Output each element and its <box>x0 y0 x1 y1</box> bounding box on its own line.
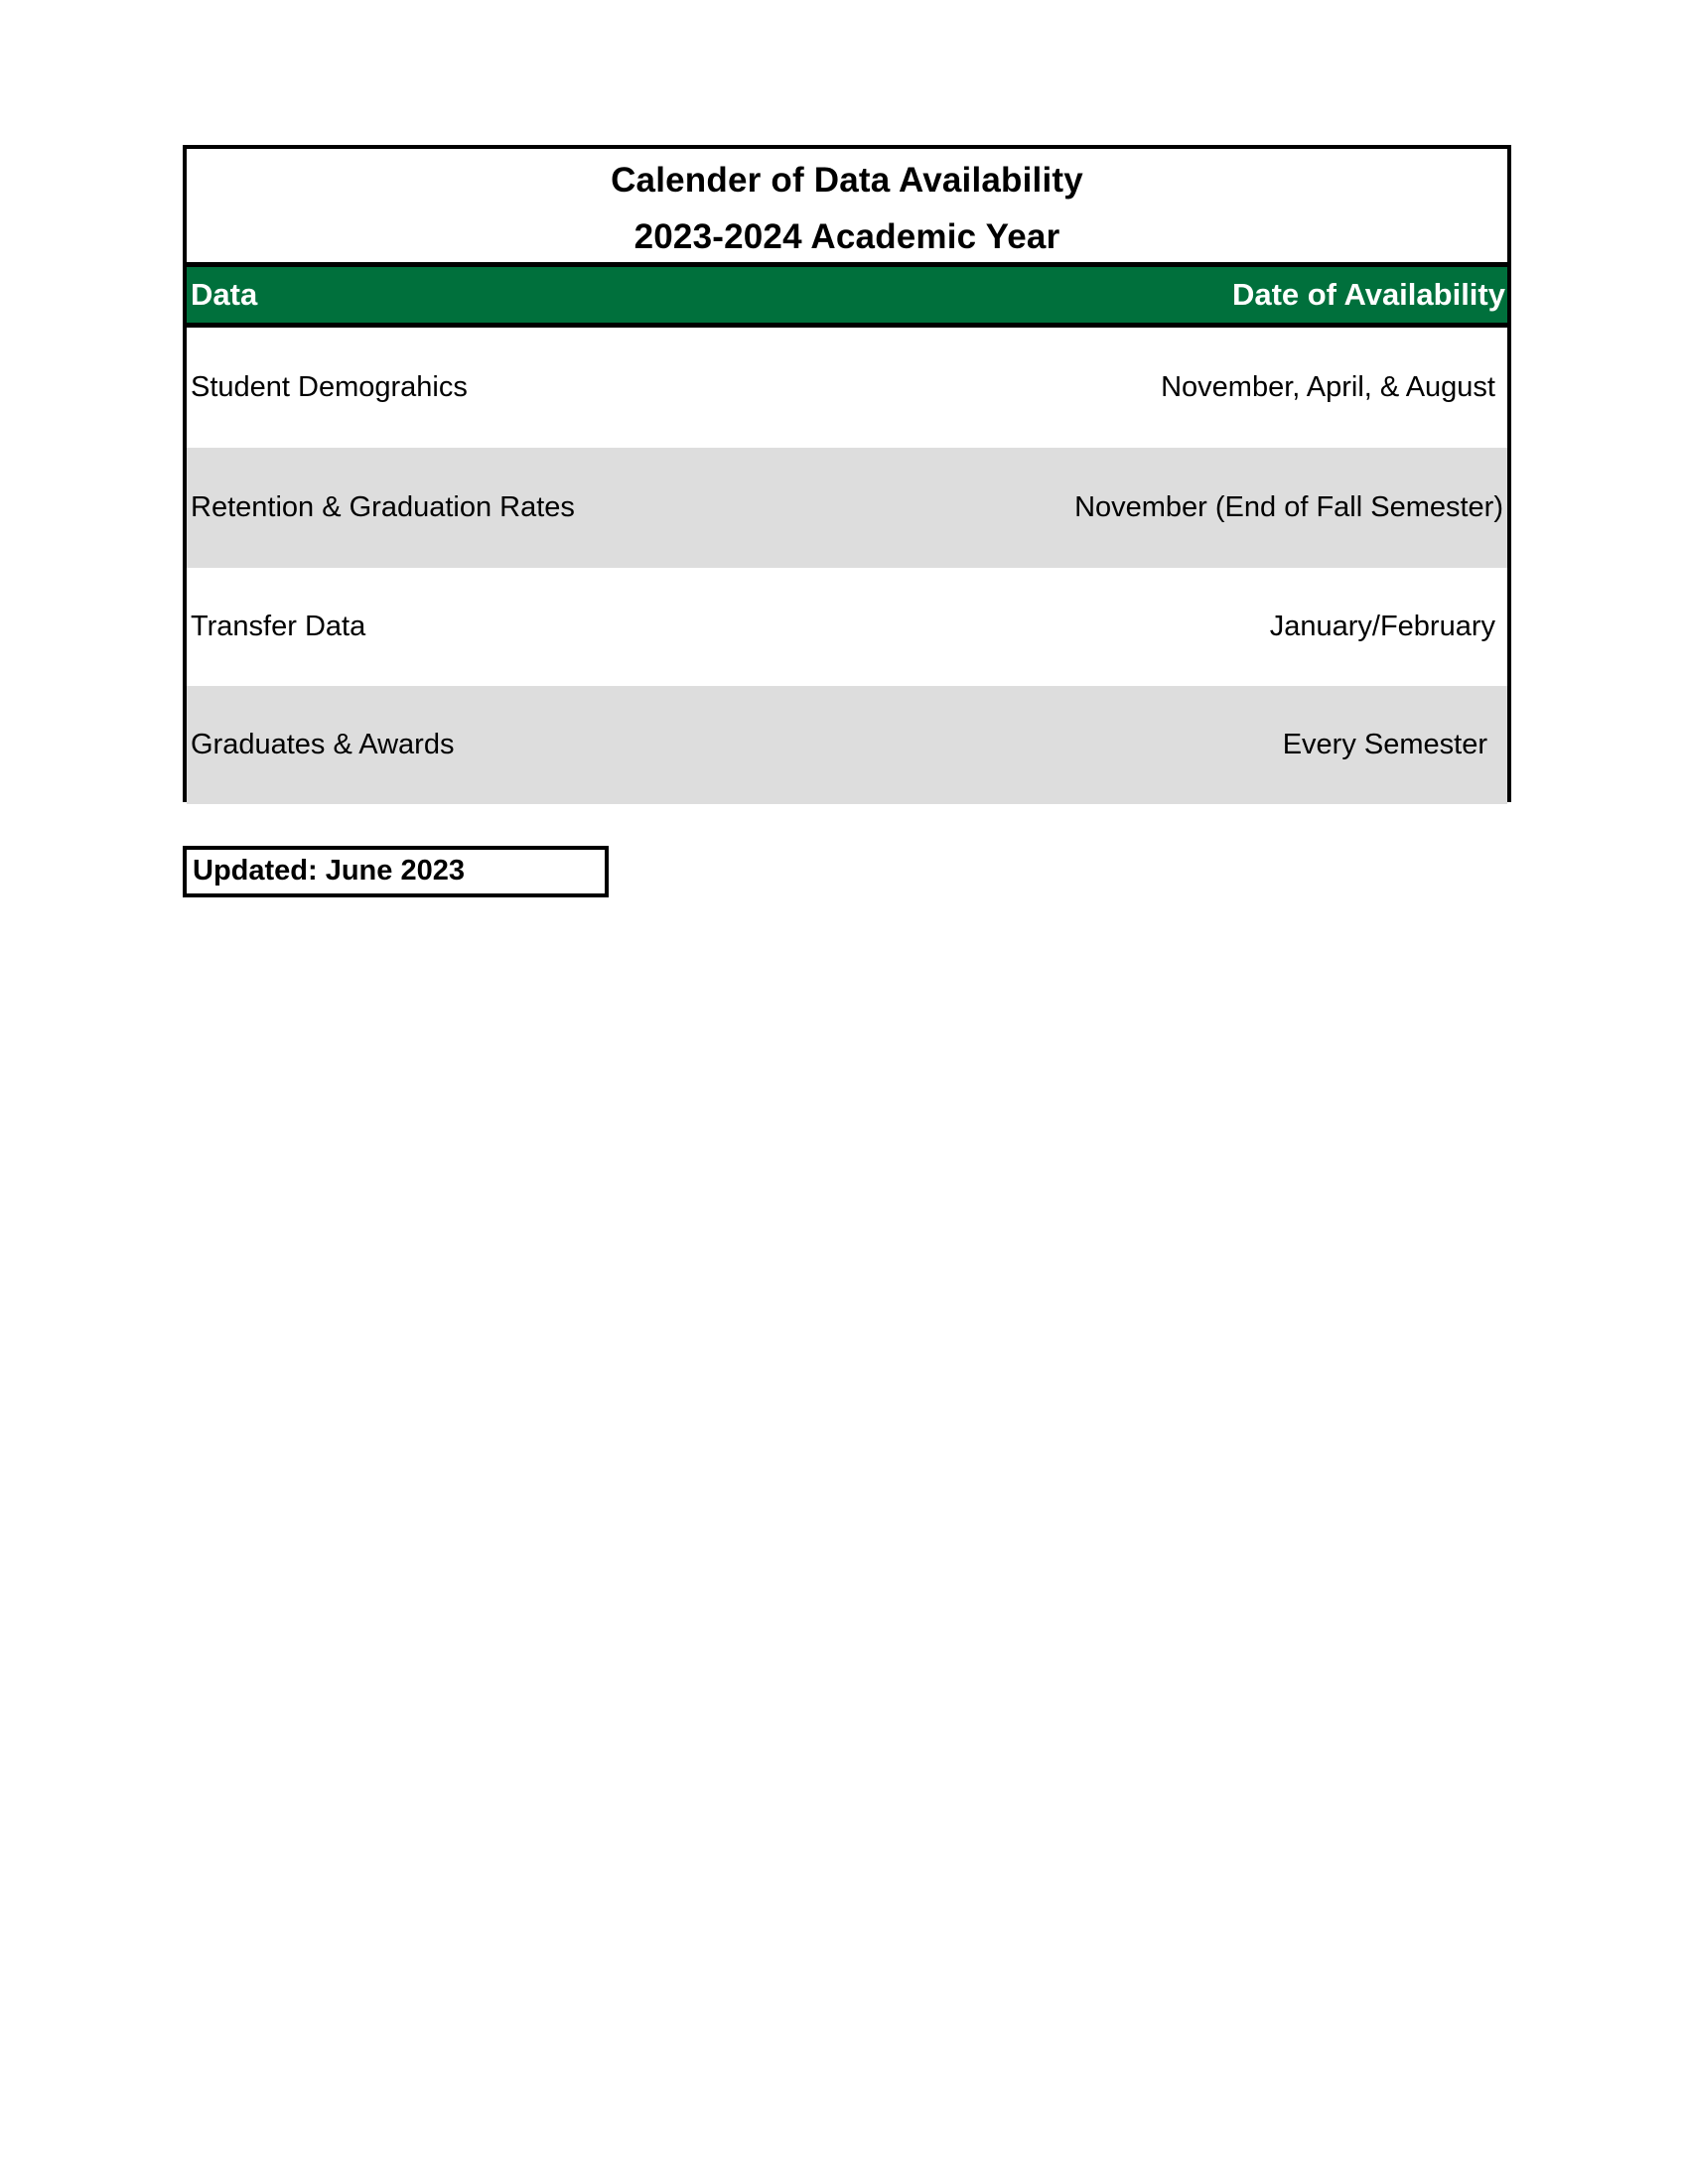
data-availability-calendar <box>183 145 1511 802</box>
row-data-name: Retention & Graduation Rates <box>191 491 575 523</box>
table-header-row <box>187 267 1507 328</box>
row-availability-date: November (End of Fall Semester) <box>1074 491 1503 523</box>
row-availability-date: January/February <box>1269 611 1495 642</box>
row-data-name: Graduates & Awards <box>191 729 455 760</box>
title-block <box>187 149 1507 267</box>
table-row <box>187 568 1507 686</box>
document-subtitle: 2023-2024 Academic Year <box>633 217 1060 256</box>
table-row <box>187 328 1507 448</box>
column-header-date: Date of Availability <box>1231 277 1505 312</box>
table-row <box>187 686 1507 804</box>
column-header-data: Data <box>191 277 258 312</box>
row-data-name: Student Demograhics <box>191 371 468 403</box>
row-availability-date: November, April, & August <box>1161 371 1495 403</box>
row-availability-date: Every Semester <box>1282 729 1487 760</box>
row-data-name: Transfer Data <box>191 611 366 642</box>
updated-date-label: Updated: June 2023 <box>183 846 609 897</box>
document-title: Calender of Data Availability <box>611 161 1083 200</box>
table-row <box>187 448 1507 568</box>
